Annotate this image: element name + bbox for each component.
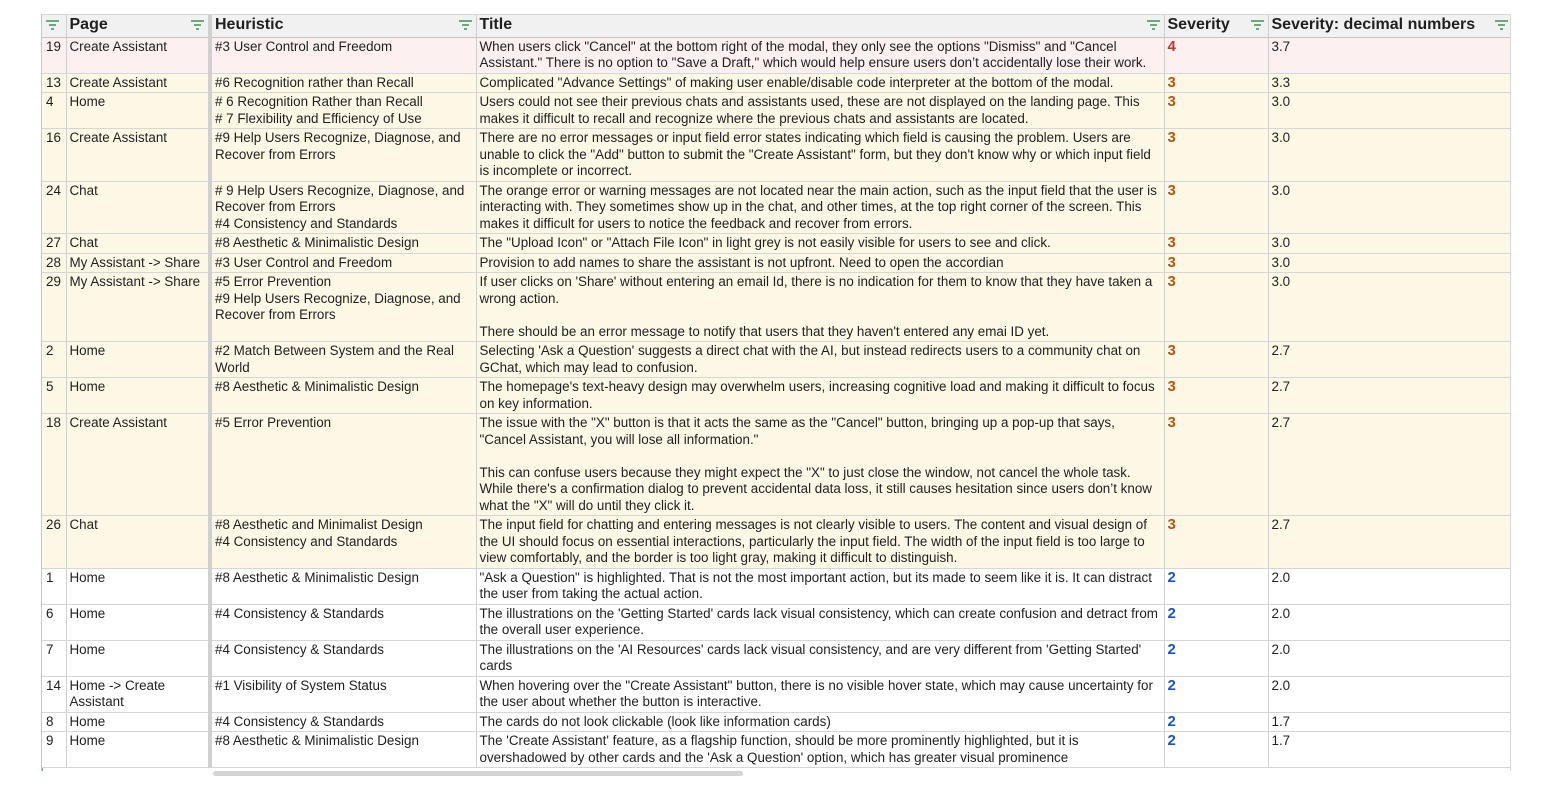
filter-icon[interactable] — [1147, 20, 1160, 31]
row-id-cell[interactable]: 14 — [42, 676, 66, 712]
severity-cell[interactable]: 3 — [1164, 378, 1268, 414]
heuristic-cell[interactable]: # 6 Recognition Rather than Recall # 7 Flexibility and Efficiency of Use — [210, 93, 476, 129]
heuristic-cell[interactable]: #8 Aesthetic & Minimalistic Design — [210, 732, 476, 768]
column-label: Heuristic — [215, 16, 284, 33]
title-cell[interactable]: Users could not see their previous chats and assistants used, these are not displayed on the landing page. This makes it difficult to recall and recognize where the previous chats and assistants are located. — [476, 93, 1164, 129]
column-header-heuristic[interactable] — [210, 15, 476, 37]
severity-cell[interactable]: 2 — [1164, 732, 1268, 768]
heuristic-cell[interactable]: #4 Consistency & Standards — [210, 640, 476, 676]
heuristic-cell[interactable]: #3 User Control and Freedom — [210, 37, 476, 73]
title-cell[interactable]: The "Upload Icon" or "Attach File Icon" in light grey is not easily visible for users to see and click. — [476, 234, 1164, 254]
severity-decimal-cell[interactable]: 3.3 — [1268, 73, 1511, 93]
heuristic-cell[interactable]: #8 Aesthetic & Minimalistic Design — [210, 378, 476, 414]
heuristic-cell[interactable]: #8 Aesthetic & Minimalistic Design — [210, 568, 476, 604]
row-id-cell[interactable]: 6 — [42, 604, 66, 640]
heuristic-cell[interactable]: #5 Error Prevention #9 Help Users Recognize, Diagnose, and Recover from Errors — [210, 273, 476, 342]
filter-icon[interactable] — [191, 20, 204, 31]
table-row[interactable] — [42, 342, 1511, 378]
table-row[interactable] — [42, 253, 1511, 273]
row-id-cell[interactable]: 29 — [42, 273, 66, 342]
title-cell[interactable]: Provision to add names to share the assistant is not upfront. Need to open the accordian — [476, 253, 1164, 273]
table-row[interactable] — [42, 181, 1511, 234]
row-id-cell[interactable]: 1 — [42, 568, 66, 604]
issues-table — [42, 15, 1511, 768]
page-cell[interactable]: Chat — [66, 181, 210, 234]
severity-decimal-cell[interactable]: 2.0 — [1268, 640, 1511, 676]
severity-cell[interactable]: 3 — [1164, 73, 1268, 93]
severity-cell[interactable]: 2 — [1164, 568, 1268, 604]
table-row[interactable] — [42, 676, 1511, 712]
heuristic-cell[interactable]: #9 Help Users Recognize, Diagnose, and Recover from Errors — [210, 129, 476, 182]
page-cell[interactable]: Chat — [66, 234, 210, 254]
title-cell[interactable]: Complicated "Advance Settings" of making user enable/disable code interpreter at the bottom of the modal. — [476, 73, 1164, 93]
page-cell[interactable]: Create Assistant — [66, 73, 210, 93]
table-row[interactable] — [42, 516, 1511, 569]
page-cell[interactable]: Home — [66, 342, 210, 378]
row-id-cell[interactable]: 2 — [42, 342, 66, 378]
title-cell[interactable]: "Ask a Question" is highlighted. That is not the most important action, but its made to seem like it is. It can distract the user from taking the actual action. — [476, 568, 1164, 604]
table-row[interactable] — [42, 732, 1511, 768]
title-cell[interactable]: Selecting 'Ask a Question' suggests a direct chat with the AI, but instead redirects users to a community chat on GChat, which may lead to confusion. — [476, 342, 1164, 378]
severity-decimal-cell[interactable]: 3.7 — [1268, 37, 1511, 73]
severity-cell[interactable]: 3 — [1164, 516, 1268, 569]
page-cell[interactable]: Create Assistant — [66, 129, 210, 182]
severity-decimal-cell[interactable]: 2.0 — [1268, 676, 1511, 712]
row-id-cell[interactable]: 26 — [42, 516, 66, 569]
title-cell[interactable]: The input field for chatting and entering messages is not clearly visible to users. The content and visual design of the UI should focus on essential interactions, particularly the input field. The width of the input field is too large to view comfortably, and the border is too light gray, making it difficult to distinguish. — [476, 516, 1164, 569]
table-row[interactable] — [42, 568, 1511, 604]
row-id-cell[interactable]: 27 — [42, 234, 66, 254]
column-label: Title — [479, 16, 513, 33]
table-row[interactable] — [42, 73, 1511, 93]
filter-icon[interactable] — [1251, 20, 1264, 31]
filter-icon[interactable] — [459, 20, 472, 31]
severity-decimal-cell[interactable]: 3.0 — [1268, 253, 1511, 273]
heuristic-cell[interactable]: #1 Visibility of System Status — [210, 676, 476, 712]
page-cell[interactable]: Home — [66, 93, 210, 129]
table-row[interactable] — [42, 378, 1511, 414]
page-cell[interactable]: Home — [66, 712, 210, 732]
heuristic-cell[interactable]: #8 Aesthetic and Minimalist Design #4 Consistency and Standards — [210, 516, 476, 569]
severity-decimal-cell[interactable]: 2.7 — [1268, 342, 1511, 378]
page-cell[interactable]: Home — [66, 568, 210, 604]
severity-cell[interactable]: 2 — [1164, 676, 1268, 712]
severity-decimal-cell[interactable]: 3.0 — [1268, 234, 1511, 254]
severity-cell[interactable]: 3 — [1164, 181, 1268, 234]
column-header-page[interactable] — [66, 15, 210, 37]
severity-decimal-cell[interactable]: 1.7 — [1268, 732, 1511, 768]
title-cell[interactable]: The illustrations on the 'Getting Started' cards lack visual consistency, which can create confusion and detract from the overall user experience. — [476, 604, 1164, 640]
table-row[interactable] — [42, 414, 1511, 516]
severity-cell[interactable]: 3 — [1164, 253, 1268, 273]
heuristic-cell[interactable]: #6 Recognition rather than Recall — [210, 73, 476, 93]
page-cell[interactable]: Home — [66, 640, 210, 676]
filter-all-header[interactable] — [42, 15, 66, 37]
heuristic-cell[interactable]: #8 Aesthetic & Minimalistic Design — [210, 234, 476, 254]
table-row[interactable] — [42, 37, 1511, 73]
row-id-cell[interactable]: 7 — [42, 640, 66, 676]
severity-decimal-cell[interactable]: 3.0 — [1268, 273, 1511, 342]
header-row — [42, 15, 1511, 37]
column-label: Severity: decimal numbers — [1271, 16, 1476, 33]
title-cell[interactable]: The homepage's text-heavy design may overwhelm users, increasing cognitive load and making it difficult to focus on key information. — [476, 378, 1164, 414]
title-cell[interactable]: The 'Create Assistant' feature, as a flagship function, should be more prominently highlighted, but it is overshadowed by other cards and the 'Ask a Question' option, which has greater visual prominence — [476, 732, 1164, 768]
row-id-cell[interactable]: 18 — [42, 414, 66, 516]
row-id-cell[interactable]: 5 — [42, 378, 66, 414]
severity-cell[interactable]: 2 — [1164, 712, 1268, 732]
table-row[interactable] — [42, 234, 1511, 254]
table-row[interactable] — [42, 712, 1511, 732]
title-cell[interactable]: The orange error or warning messages are not located near the main action, such as the input field that the user is interacting with. They sometimes show up in the chat, and other times, at the top right corner of the screen. This makes it difficult for users to notice the feedback and recover from errors. — [476, 181, 1164, 234]
page-cell[interactable]: Create Assistant — [66, 37, 210, 73]
page-cell[interactable]: Home — [66, 732, 210, 768]
page-cell[interactable]: Chat — [66, 516, 210, 569]
table-body — [42, 37, 1511, 768]
severity-decimal-cell[interactable]: 2.7 — [1268, 414, 1511, 516]
page-cell[interactable]: Home — [66, 604, 210, 640]
title-cell[interactable]: The issue with the "X" button is that it acts the same as the "Cancel" button, bringing up a pop-up that says, "Cancel Assistant, you will lose all information." This can confuse users because they might expect the "X" to just close the window, not cancel the whole task. While there's a confirmation dialog to prevent accidental data loss, it still causes hesitation since users don’t know what the "X" will do until they click it. — [476, 414, 1164, 516]
column-label: Severity — [1167, 16, 1230, 33]
column-label: Page — [69, 16, 108, 33]
filter-icon[interactable] — [46, 20, 59, 31]
severity-cell[interactable]: 3 — [1164, 342, 1268, 378]
title-cell[interactable]: The illustrations on the 'AI Resources' cards lack visual consistency, and are very different from 'Getting Started' cards — [476, 640, 1164, 676]
page-cell[interactable]: Home -> Create Assistant — [66, 676, 210, 712]
heuristic-cell[interactable]: #2 Match Between System and the Real World — [210, 342, 476, 378]
row-id-cell[interactable]: 4 — [42, 93, 66, 129]
severity-cell[interactable]: 3 — [1164, 414, 1268, 516]
severity-decimal-cell[interactable]: 2.0 — [1268, 568, 1511, 604]
horizontal-scrollbar[interactable] — [213, 771, 743, 776]
table-row[interactable] — [42, 93, 1511, 129]
spreadsheet-grid[interactable] — [41, 14, 1511, 771]
severity-cell[interactable]: 2 — [1164, 604, 1268, 640]
title-cell[interactable]: When hovering over the "Create Assistant" button, there is no visible hover state, which may cause uncertainty for the user about whether the button is interactive. — [476, 676, 1164, 712]
title-cell[interactable]: When users click "Cancel" at the bottom right of the modal, they only see the options "Dismiss" and "Cancel Assistant." There is no option to "Save a Draft," which would help ensure users don’t accidentally lose their work. — [476, 37, 1164, 73]
severity-decimal-cell[interactable]: 3.0 — [1268, 129, 1511, 182]
severity-decimal-cell[interactable]: 2.0 — [1268, 604, 1511, 640]
severity-cell[interactable]: 4 — [1164, 37, 1268, 73]
heuristic-cell[interactable]: #5 Error Prevention — [210, 414, 476, 516]
table-row[interactable] — [42, 640, 1511, 676]
page-cell[interactable]: Home — [66, 378, 210, 414]
severity-cell[interactable]: 3 — [1164, 273, 1268, 342]
row-id-cell[interactable]: 28 — [42, 253, 66, 273]
column-header-severity-decimal[interactable] — [1268, 15, 1511, 37]
severity-decimal-cell[interactable]: 1.7 — [1268, 712, 1511, 732]
severity-cell[interactable]: 3 — [1164, 129, 1268, 182]
title-cell[interactable]: The cards do not look clickable (look like information cards) — [476, 712, 1164, 732]
heuristic-cell[interactable]: #4 Consistency & Standards — [210, 712, 476, 732]
heuristic-cell[interactable]: # 9 Help Users Recognize, Diagnose, and Recover from Errors #4 Consistency and Standards — [210, 181, 476, 234]
column-header-title[interactable] — [476, 15, 1164, 37]
page-cell[interactable]: My Assistant -> Share — [66, 273, 210, 342]
table-row[interactable] — [42, 604, 1511, 640]
table-row[interactable] — [42, 273, 1511, 342]
table-row[interactable] — [42, 129, 1511, 182]
heuristic-cell[interactable]: #3 User Control and Freedom — [210, 253, 476, 273]
row-id-cell[interactable]: 8 — [42, 712, 66, 732]
page-cell[interactable]: Create Assistant — [66, 414, 210, 516]
severity-cell[interactable]: 2 — [1164, 640, 1268, 676]
severity-cell[interactable]: 3 — [1164, 234, 1268, 254]
row-id-cell[interactable]: 19 — [42, 37, 66, 73]
title-cell[interactable]: There are no error messages or input field error states indicating which field is causing the problem. Users are unable to click the "Add" button to submit the "Create Assistant" form, but they don't know why or which input field is incomplete or incorrect. — [476, 129, 1164, 182]
row-id-cell[interactable]: 24 — [42, 181, 66, 234]
severity-decimal-cell[interactable]: 2.7 — [1268, 516, 1511, 569]
severity-decimal-cell[interactable]: 3.0 — [1268, 181, 1511, 234]
page-cell[interactable]: My Assistant -> Share — [66, 253, 210, 273]
severity-decimal-cell[interactable]: 3.0 — [1268, 93, 1511, 129]
filter-icon[interactable] — [1495, 20, 1508, 31]
title-cell[interactable]: If user clicks on 'Share' without entering an email Id, there is no indication for them to know that they have taken a wrong action. There should be an error message to notify that users that they haven't entered any emai ID yet. — [476, 273, 1164, 342]
severity-cell[interactable]: 3 — [1164, 93, 1268, 129]
severity-decimal-cell[interactable]: 2.7 — [1268, 378, 1511, 414]
column-header-severity[interactable] — [1164, 15, 1268, 37]
row-id-cell[interactable]: 13 — [42, 73, 66, 93]
row-id-cell[interactable]: 16 — [42, 129, 66, 182]
row-id-cell[interactable]: 9 — [42, 732, 66, 768]
heuristic-cell[interactable]: #4 Consistency & Standards — [210, 604, 476, 640]
